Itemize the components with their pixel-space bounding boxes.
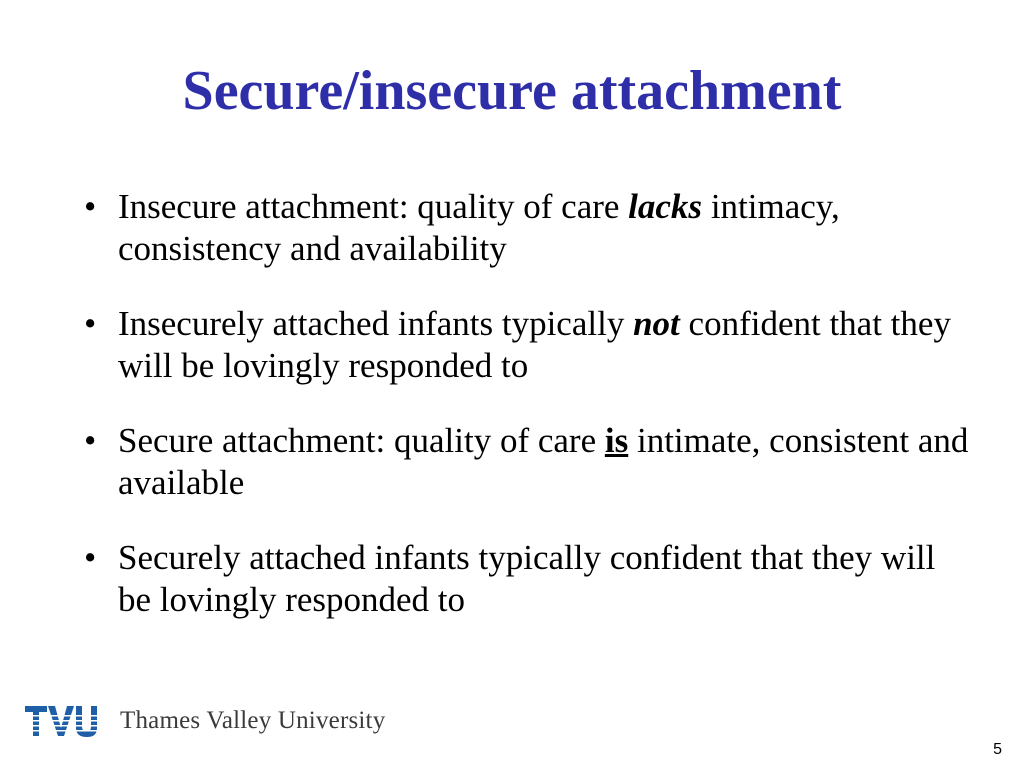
university-logo: [24, 703, 385, 739]
bullet-glyph: •: [84, 304, 97, 343]
bullet-text-before: Secure attachment: quality of care: [118, 421, 605, 460]
bullet-glyph: •: [84, 421, 97, 460]
bullet-item-secure-attachment: [80, 420, 970, 504]
slide-title: Secure/insecure attachment: [182, 60, 842, 122]
institution-name: Thames Valley University: [120, 707, 386, 734]
bullet-item-securely-attached: [80, 537, 970, 621]
bullet-glyph: •: [84, 187, 97, 226]
bullet-text-before: Insecurely attached infants typically: [118, 304, 634, 343]
bullet-text-after: intimacy, consistency and availability: [118, 187, 840, 268]
bullet-emphasis-is: is: [604, 421, 629, 460]
bullet-item-insecurely-attached: [80, 303, 970, 387]
bullet-text-after: confident that they will be lovingly responded to: [118, 304, 951, 385]
bullet-item-insecure-attachment: [80, 186, 970, 270]
bullet-list: [80, 186, 970, 654]
tvu-logo-mark-icon: [24, 703, 98, 739]
bullet-glyph: •: [84, 538, 97, 577]
page-number: 5: [993, 741, 1002, 758]
bullet-text-after: intimate, consistent and available: [118, 421, 969, 502]
bullet-emphasis-lacks: lacks: [628, 187, 703, 226]
bullet-text-before: Insecure attachment: quality of care: [118, 187, 629, 226]
bullet-emphasis-not: not: [633, 304, 680, 343]
bullet-text: Securely attached infants typically confident that they will be lovingly responded to: [118, 538, 936, 619]
